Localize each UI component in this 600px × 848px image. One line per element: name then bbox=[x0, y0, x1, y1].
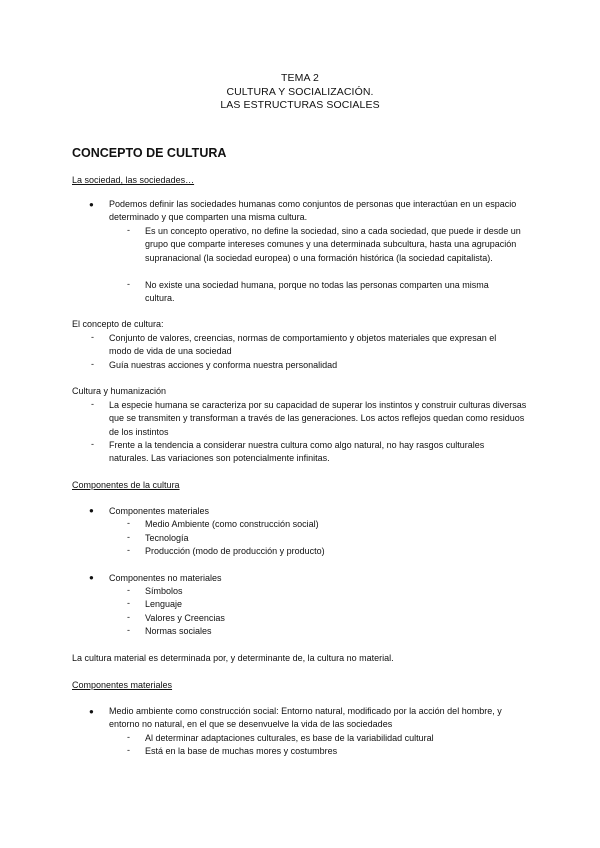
sub-item-text: Normas sociales bbox=[145, 626, 212, 636]
list-item: Frente a la tendencia a considerar nuestra cultura como algo natural, no hay rasgos culturales naturales. Las variaciones son potencialmente infinitas. bbox=[109, 440, 485, 464]
dash-marker: - bbox=[91, 332, 94, 342]
list-item: Conjunto de valores, creencias, normas de comportamiento y objetos materiales que expresan el modo de vida de una sociedad bbox=[109, 333, 497, 357]
dash-marker: - bbox=[127, 225, 130, 235]
bullet-text: Podemos definir las sociedades humanas como conjuntos de personas que interactúan en un espacio determinado y que comparten una misma cultura. bbox=[109, 199, 517, 223]
sub-item-text: Tecnología bbox=[145, 533, 189, 543]
bullet-text: Medio ambiente como construcción social: Entorno natural, modificado por la acción del hombre, y entorno no natural, en el que se desenvuelve la vida de las sociedades bbox=[109, 706, 502, 730]
dash-marker: - bbox=[127, 585, 130, 595]
topic-title: CULTURA Y SOCIALIZACIÓN. bbox=[226, 85, 374, 98]
sub-item-text: Lenguaje bbox=[145, 599, 183, 609]
dash-marker: - bbox=[127, 612, 130, 622]
subheading-concepto: El concepto de cultura: bbox=[72, 319, 164, 329]
bullet-marker: ● bbox=[89, 573, 94, 582]
topic-subtitle: LAS ESTRUCTURAS SOCIALES bbox=[220, 99, 380, 111]
sub-item-text: Al determinar adaptaciones culturales, es base de la variabilidad cultural bbox=[145, 733, 434, 743]
subheading-humanizacion: Cultura y humanización bbox=[72, 386, 167, 396]
bullet-marker: ● bbox=[89, 506, 94, 515]
sub-item-text: Está en la base de muchas mores y costumbres bbox=[145, 746, 338, 756]
dash-marker: - bbox=[91, 359, 94, 369]
dash-marker: - bbox=[127, 532, 130, 542]
sub-item-text: Símbolos bbox=[145, 586, 183, 596]
dash-marker: - bbox=[127, 598, 130, 608]
dash-marker: - bbox=[91, 399, 94, 409]
dash-marker: - bbox=[127, 545, 130, 555]
sub-item-text: Valores y Creencias bbox=[145, 613, 225, 623]
sub-item-text: Producción (modo de producción y producto) bbox=[145, 546, 325, 556]
subheading-componentes-materiales: Componentes materiales bbox=[72, 680, 173, 690]
sub-item-text: No existe una sociedad humana, porque no todas las personas comparten una misma cultura. bbox=[145, 280, 489, 304]
list-item: Guía nuestras acciones y conforma nuestra personalidad bbox=[109, 360, 338, 370]
bullet-marker: ● bbox=[89, 200, 94, 209]
sub-item-text: Medio Ambiente (como construcción social) bbox=[145, 519, 319, 529]
dash-marker: - bbox=[127, 745, 130, 755]
dash-marker: - bbox=[127, 518, 130, 528]
sub-item-text: Es un concepto operativo, no define la sociedad, sino a cada sociedad, que puede ir desde un grupo que comparte intereses comunes y una determinada subcultura, hasta una agrupación supranacional (la sociedad europea) o una formación histórica (la sociedad capitalista). bbox=[145, 226, 521, 263]
section-title: CONCEPTO DE CULTURA bbox=[72, 146, 227, 160]
list-item: La especie humana se caracteriza por su capacidad de superar los instintos y construir culturas diversas que se transmiten y transforman a través de las generaciones. Los actos reflejos quedan como residuos de los instintos bbox=[109, 400, 527, 437]
closing-sentence: La cultura material es determinada por, y determinante de, la cultura no material. bbox=[72, 653, 394, 663]
dash-marker: - bbox=[127, 279, 130, 289]
dash-marker: - bbox=[127, 732, 130, 742]
bullet-marker: ● bbox=[89, 707, 94, 716]
bullet-text: Componentes materiales bbox=[109, 506, 210, 516]
dash-marker: - bbox=[127, 625, 130, 635]
dash-marker: - bbox=[91, 439, 94, 449]
bullet-text: Componentes no materiales bbox=[109, 573, 222, 583]
subheading-componentes: Componentes de la cultura bbox=[72, 480, 180, 490]
subheading-sociedad: La sociedad, las sociedades… bbox=[72, 175, 195, 185]
document-header bbox=[0, 72, 600, 113]
topic-number: TEMA 2 bbox=[281, 72, 319, 84]
